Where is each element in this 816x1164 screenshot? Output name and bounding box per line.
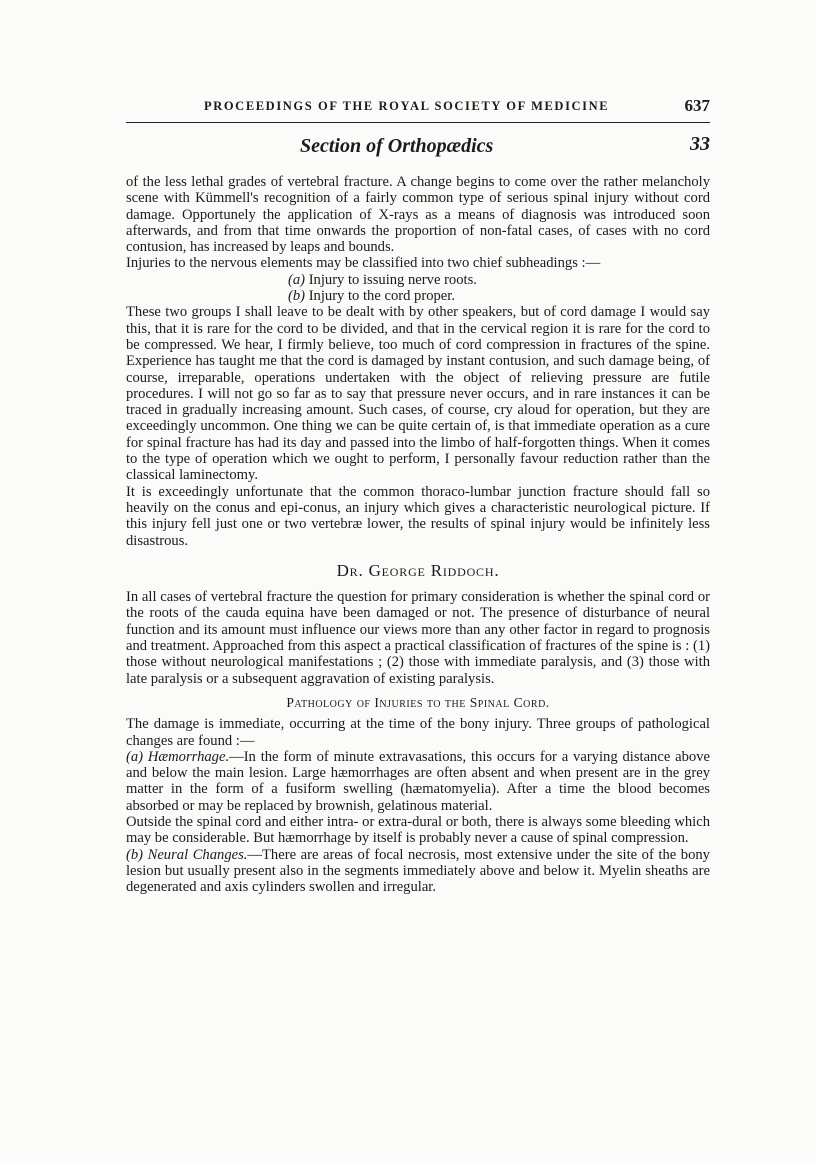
- list-item-label: (a): [288, 271, 306, 288]
- article-body: [126, 174, 710, 895]
- paragraph-9-text: —There are areas of focal necrosis, most extensive under the site of the bony lesion but usually present also in the segments immediately above and below it. Myelin sheaths are degenerated and axis cylinders swollen and irregular.: [126, 846, 710, 896]
- journal-title: PROCEEDINGS OF THE ROYAL SOCIETY OF MEDICINE: [204, 99, 610, 113]
- section-number: 33: [690, 133, 710, 155]
- paragraph-7-text: —In the form of minute extravasations, this occurs for a varying distance above and below the main lesion. Large hæmorrhages are often absent and when present are in the grey matter in the form of a fusiform swelling (hæmatomyelia). After a time the blood becomes absorbed or may be replaced by brownish, gelatinous material.: [126, 748, 710, 814]
- section-header: [126, 133, 710, 159]
- list-item-text: Injury to the cord proper.: [308, 288, 455, 305]
- paragraph-4: It is exceedingly unfortunate that the common thoraco-lumbar junction fracture should fall so heavily on the conus and epi-conus, an injury which gives a characteristic neurological picture. If this injury fell just one or two vertebræ lower, the results of spinal injury would be infinitely less disastrous.: [126, 483, 710, 549]
- paragraph-6: The damage is immediate, occurring at the time of the bony injury. Three groups of pathological changes are found :—: [126, 716, 710, 749]
- paragraph-7-label: (a) Hæmorrhage.: [126, 748, 230, 765]
- list-item: [288, 272, 710, 288]
- running-head: [126, 96, 710, 118]
- author-heading: Dr. George Riddoch.: [336, 560, 500, 580]
- paragraph-1: of the less lethal grades of vertebral fracture. A change begins to come over the rather melancholy scene with Kümmell's recognition of a fairly common type of serious spinal injury without cord damage. Opportunely the application of X-rays as a means of diagnosis was introduced soon afterwards, and from that time onwards the proportion of non-fatal cases, of cases with no cord contusion, has increased by leaps and bounds.: [126, 174, 710, 256]
- paragraph-9: [126, 847, 710, 896]
- header-rule: [126, 122, 710, 123]
- paragraph-9-label: (b) Neural Changes.: [126, 846, 248, 863]
- paragraph-7: [126, 749, 710, 814]
- paragraph-5: In all cases of vertebral fracture the question for primary consideration is whether the spinal cord or the roots of the cauda equina have been damaged or not. The presence of disturbance of neural function and its amount must influence our views more than any other factor in regard to prognosis and treatment. Approached from this aspect a practical classification of fractures of the spine is : (1) those without neurological manifestations ; (2) those with immediate paralysis, and (3) those with late paralysis or a subsequent aggravation of existing paralysis.: [126, 589, 710, 687]
- paragraph-2: Injuries to the nervous elements may be classified into two chief subheadings :—: [126, 255, 601, 272]
- subheading-list: [126, 272, 710, 305]
- sub-heading: Pathology of Injuries to the Spinal Cord.: [286, 694, 550, 710]
- paragraph-3: These two groups I shall leave to be dealt with by other speakers, but of cord damage I would say this, that it is rare for the cord to be divided, and that in the cervical region it is rare for the cord to be compressed. We hear, I firmly believe, too much of cord compression in fractures of the spine. Experience has taught me that the cord is damaged by instant contusion, and such damage being, of course, irreparable, operations undertaken with the object of relieving pressure are futile procedures. I will not go so far as to say that pressure never occurs, and in rare instances it can be traced in gradually increasing amount. Such cases, of course, cry aloud for operation, but they are exceedingly uncommon. One thing we can be quite certain of, is that immediate operation as a cure for spinal fracture has had its day and passed into the limbo of half-forgotten things. When it comes to the type of operation which we ought to perform, I personally favour reduction rather than the classical laminectomy.: [126, 304, 710, 484]
- list-item-label: (b): [288, 288, 306, 305]
- section-title: Section of Orthopædics: [300, 135, 494, 157]
- list-item: [288, 288, 710, 304]
- list-item-text: Injury to issuing nerve roots.: [308, 271, 477, 288]
- page-number: 637: [684, 96, 710, 115]
- paragraph-8: Outside the spinal cord and either intra- or extra-dural or both, there is always some bleeding which may be considerable. But hæmorrhage by itself is probably never a cause of spinal compression.: [126, 813, 710, 847]
